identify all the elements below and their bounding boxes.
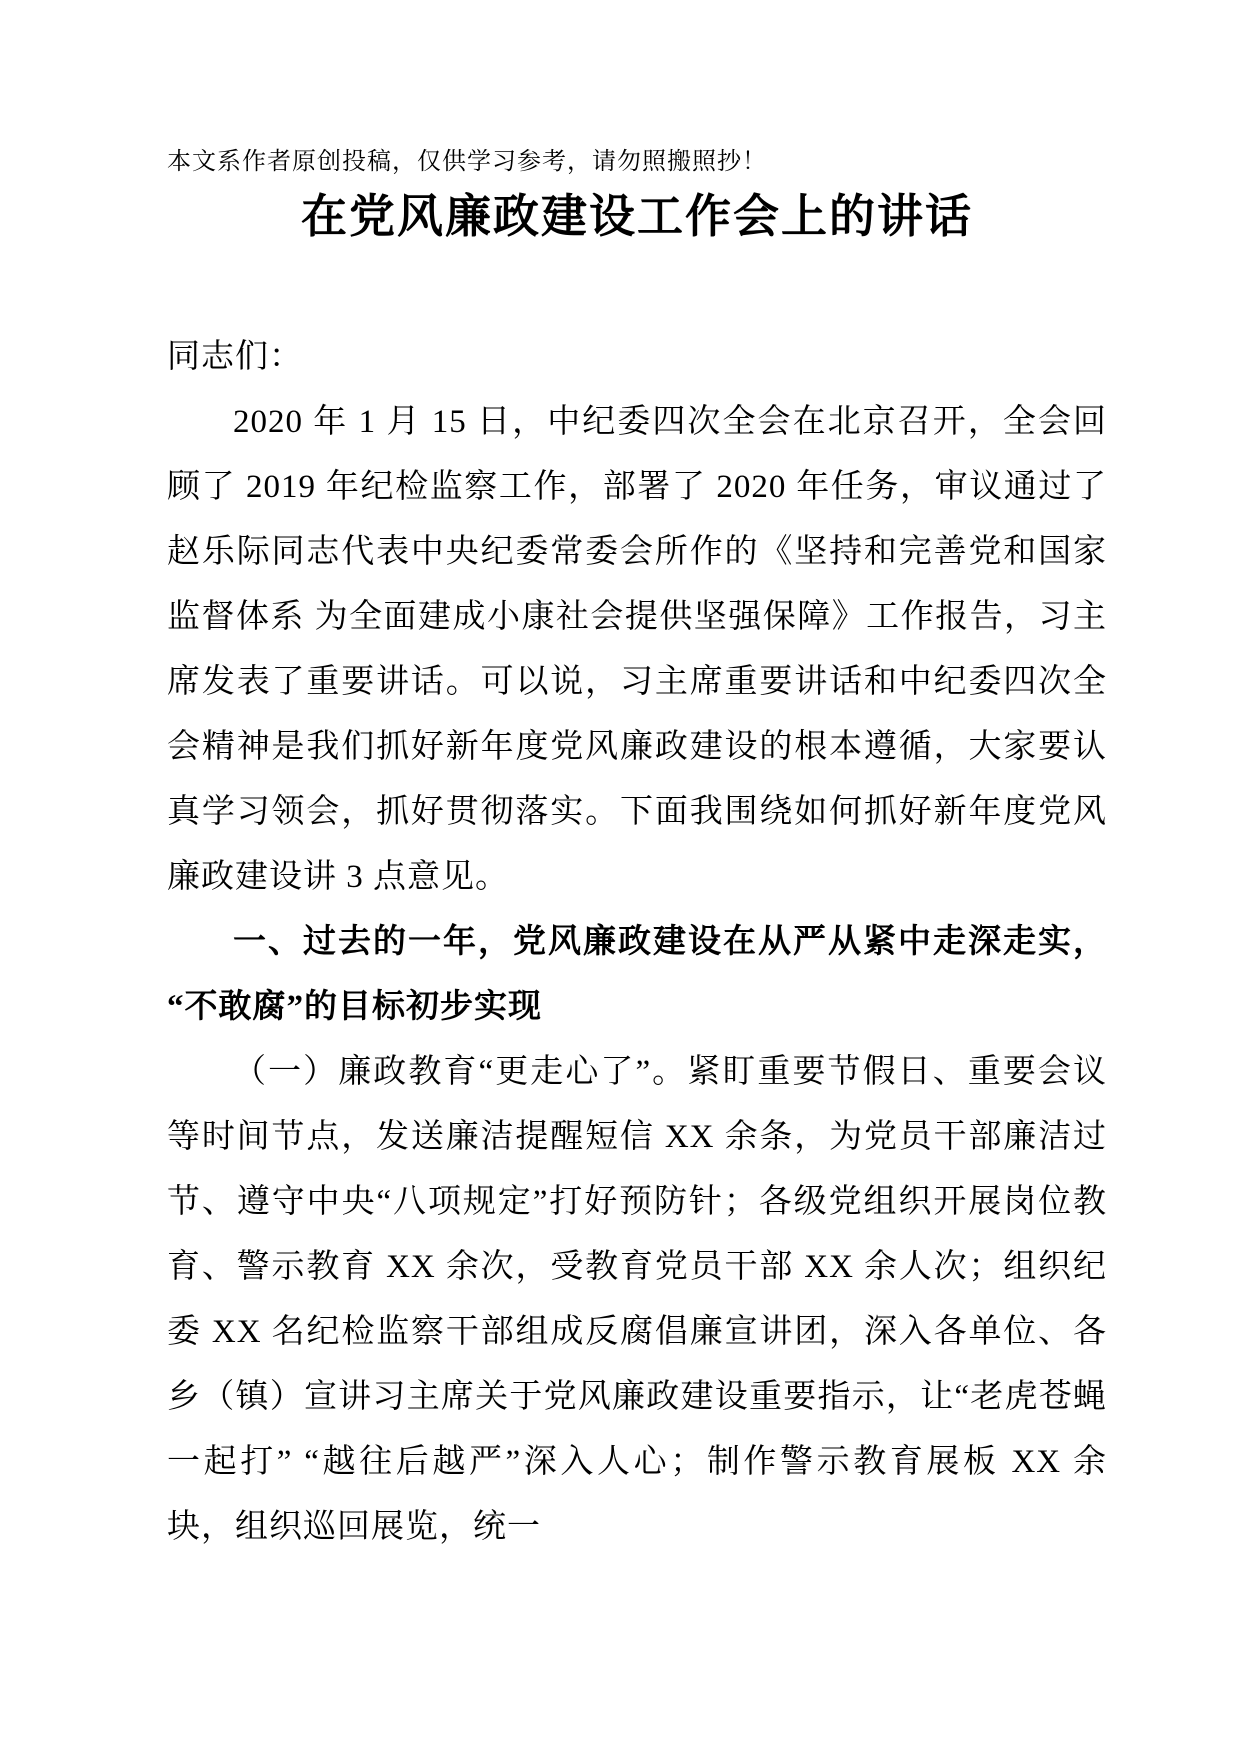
section-heading-one: 一、过去的一年，党风廉政建设在从严从紧中走深走实，“不敢腐”的目标初步实现 bbox=[167, 924, 1107, 1025]
paragraph-subsection-one: （一）廉政教育“更走心了”。紧盯重要节假日、重要会议等时间节点，发送廉洁提醒短信 XX 余条，为党员干部廉洁过节、遵守中央“八项规定”打好预防针；各级党组织开展岗位教育、警示教育 XX 余次，受教育党员干部 XX 余人次；组织纪委 XX 名纪检监察干部组成反腐倡廉宣讲团，深入各单位、各乡（镇）宣讲习主席关于党风廉政建设重要指示，让“老虎苍蝇一起打” “越往后越严”深入人心；制作警示教育展板 XX 余块，组织巡回展览，统一 bbox=[167, 1054, 1107, 1545]
paragraph-intro: 2020 年 1 月 15 日，中纪委四次全会在北京召开，全会回顾了 2019 年纪检监察工作，部署了 2020 年任务，审议通过了赵乐际同志代表中央纪委常委会所作的《坚持和完善党和国家监督体系 为全面建成小康社会提供坚强保障》工作报告，习主席发表了重要讲话。可以说，习主席重要讲话和中纪委四次全会精神是我们抓好新年度党风廉政建设的根本遵循，大家要认真学习领会，抓好贯彻落实。下面我围绕如何抓好新年度党风廉政建设讲 3 点意见。 bbox=[167, 404, 1107, 895]
salutation: 同志们： bbox=[167, 339, 303, 375]
document-body bbox=[167, 325, 1107, 1560]
disclaimer-note: 本文系作者原创投稿，仅供学习参考，请勿照搬照抄！ bbox=[167, 148, 767, 175]
document-title: 在党风廉政建设工作会上的讲话 bbox=[301, 190, 973, 242]
